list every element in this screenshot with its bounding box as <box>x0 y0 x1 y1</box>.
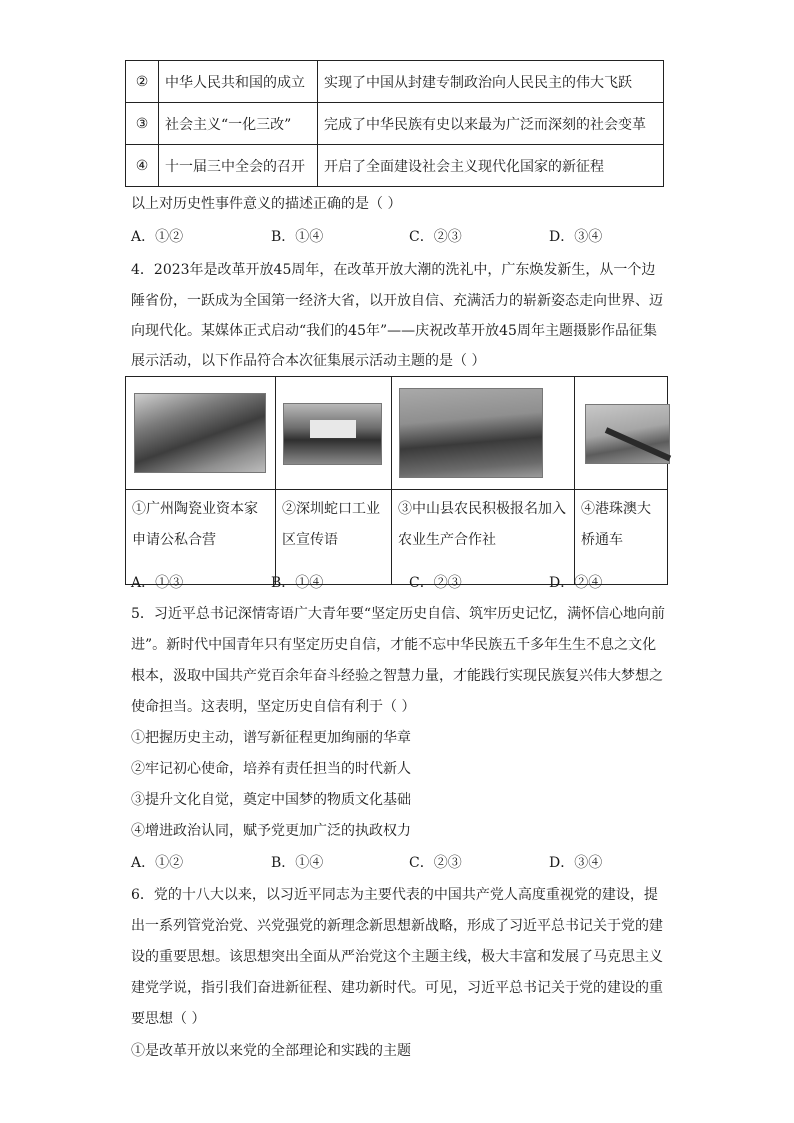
q6-line: 设的重要思想。该思想突出全面从严治党这个主题主线，极大丰富和发展了马克思主义 <box>131 949 663 965</box>
meaning-cell: 完成了中华民族有史以来最为广泛而深刻的社会变革 <box>318 103 664 145</box>
option-b[interactable]: B．①④ <box>271 575 324 591</box>
table-row <box>126 145 664 187</box>
q4-line: 4．2023年是改革开放45周年，在改革开放大潮的洗礼中，广东焕发新生，从一个边 <box>131 262 656 278</box>
q5-statement: ④增进政治认同，赋予党更加广泛的执政权力 <box>131 823 411 839</box>
event-meaning-table <box>125 60 664 187</box>
q5-line: 进”。新时代中国青年只有坚定历史自信，才能不忘中华民族五千多年生生不息之文化 <box>131 637 657 653</box>
option-b[interactable]: B．①④ <box>271 855 324 871</box>
option-a[interactable]: A．①③ <box>131 575 184 591</box>
option-a[interactable]: A．①② <box>131 855 184 871</box>
photo-caption: ④港珠澳大桥通车 <box>575 490 668 585</box>
photo-caption: ①广州陶瓷业资本家申请公私合营 <box>126 490 276 585</box>
historical-photo-icon <box>283 403 382 465</box>
option-d[interactable]: D．③④ <box>549 229 603 245</box>
row-number: ③ <box>126 103 159 145</box>
q6-statement: ①是改革开放以来党的全部理论和实践的主题 <box>131 1043 411 1059</box>
option-d[interactable]: D．③④ <box>549 855 603 871</box>
bridge-photo-icon <box>585 404 670 464</box>
meaning-cell: 实现了中国从封建专制政治向人民民主的伟大飞跃 <box>318 61 664 103</box>
q5-statement: ①把握历史主动，谱写新征程更加绚丽的华章 <box>131 730 411 746</box>
q6-line: 6．党的十八大以来，以习近平同志为主要代表的中国共产党人高度重视党的建设，提 <box>131 887 658 903</box>
option-b[interactable]: B．①④ <box>271 229 324 245</box>
option-d[interactable]: D．②④ <box>549 575 603 591</box>
historical-photo-icon <box>399 388 543 478</box>
row-number: ② <box>126 61 159 103</box>
option-a[interactable]: A．①② <box>131 229 184 245</box>
q5-statement: ②牢记初心使命，培养有责任担当的时代新人 <box>131 761 411 777</box>
row-number: ④ <box>126 145 159 187</box>
q3-stem: 以上对历史性事件意义的描述正确的是（ ） <box>131 196 402 212</box>
photo-caption: ③中山县农民积极报名加入农业生产合作社 <box>392 490 575 585</box>
q5-line: 使命担当。这表明，坚定历史自信有利于（ ） <box>131 699 416 715</box>
meaning-cell: 开启了全面建设社会主义现代化国家的新征程 <box>318 145 664 187</box>
option-c[interactable]: C．②③ <box>409 575 462 591</box>
photo-caption: ②深圳蛇口工业区宣传语 <box>276 490 392 585</box>
q5-line: 5．习近平总书记深情寄语广大青年要“坚定历史自信、筑牢历史记忆，满怀信心地向前 <box>131 606 666 622</box>
table-row <box>126 103 664 145</box>
event-cell: 十一届三中全会的召开 <box>159 145 318 187</box>
q6-line: 建党学说，指引我们奋进新征程、建功新时代。可见，习近平总书记关于党的建设的重 <box>131 980 663 996</box>
q6-line: 出一系列管党治党、兴党强党的新理念新思想新战略，形成了习近平总书记关于党的建 <box>131 918 663 934</box>
q6-line: 要思想（ ） <box>131 1011 206 1027</box>
table-row <box>126 61 664 103</box>
event-cell: 社会主义“一化三改” <box>159 103 318 145</box>
historical-photo-icon <box>134 393 266 473</box>
caption-row <box>126 490 668 585</box>
event-cell: 中华人民共和国的成立 <box>159 61 318 103</box>
q4-line: 向现代化。某媒体正式启动“我们的45年”——庆祝改革开放45周年主题摄影作品征集 <box>131 323 657 339</box>
q4-line: 陲省份，一跃成为全国第一经济大省，以开放自信、充满活力的崭新姿态走向世界、迈 <box>131 293 663 309</box>
q5-line: 根本，汲取中国共产党百余年奋斗经验之智慧力量，才能践行实现民族复兴伟大梦想之 <box>131 668 663 684</box>
q4-line: 展示活动，以下作品符合本次征集展示活动主题的是（ ） <box>131 353 486 369</box>
q5-statement: ③提升文化自觉，奠定中国梦的物质文化基础 <box>131 792 411 808</box>
option-c[interactable]: C．②③ <box>409 855 462 871</box>
option-c[interactable]: C．②③ <box>409 229 462 245</box>
